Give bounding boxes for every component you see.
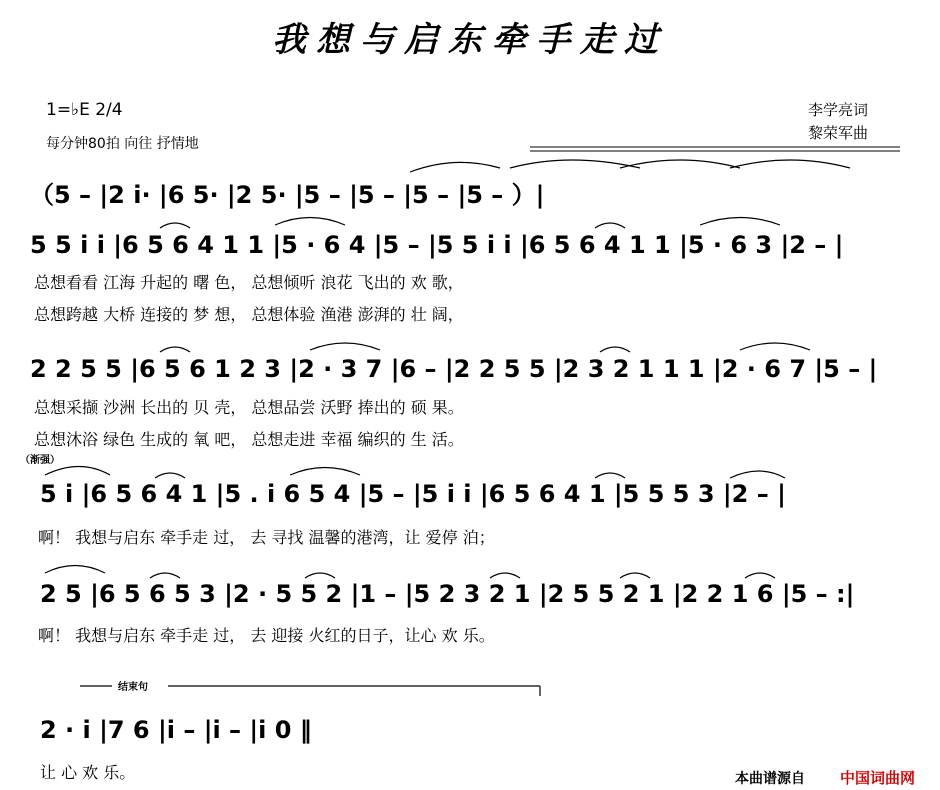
lyrics-row-2-verse-1: 总想看看 江海 升起的 曙 色， 总想倾听 浪花 飞出的 欢 歌， xyxy=(34,273,464,292)
tempo-mood: 每分钟80拍 向往 抒情地 xyxy=(46,136,199,152)
lyrics-row-2-verse-2: 总想跨越 大桥 连接的 梦 想， 总想体验 渔港 澎湃的 壮 阔， xyxy=(34,305,464,324)
slur-marks-row-5 xyxy=(45,566,775,579)
composer: 黎荣军曲 xyxy=(808,124,869,142)
notation-row-2: 5 5 i i |6 5 6 4 1 1 |5 · 6 4 |5 – |5 5 i i |6 5 6 4 1 1 |5 · 6 3 |2 – | xyxy=(30,231,844,259)
footer-site-link[interactable]: 中国词曲网 xyxy=(840,769,916,787)
notation-row-4: 5 i |6 5 6 4 1 |5 . i 6 5 4 |5 – |5 i i |6 5 6 4 1 |5 5 5 3 |2 – | xyxy=(40,480,786,508)
slur-marks-row-2 xyxy=(160,218,780,229)
lyrics-row-6: 让 心 欢 乐。 xyxy=(40,763,136,782)
dynamic-mark: （渐强） xyxy=(20,455,60,466)
notation-row-1: （5 – |2 i· |6 5· |2 5· |5 – |5 – |5 – |5 – ）| xyxy=(30,181,545,209)
notation-row-5: 2 5 |6 5 6 5 3 |2 · 5 5 2 |1 – |5 2 3 2 1 |2 5 5 2 1 |2 2 1 6 |5 – :| xyxy=(40,580,855,608)
slur-marks-row-1 xyxy=(410,160,850,172)
key-signature: 1=♭E 2/4 xyxy=(46,100,123,120)
lyricist: 李学亮词 xyxy=(808,101,869,119)
lyrics-row-3-verse-2: 总想沐浴 绿色 生成的 氧 吧， 总想走进 幸福 编织的 生 活。 xyxy=(34,430,464,449)
lyrics-row-5: 啊！ 我想与启东 牵手走 过， 去 迎接 火红的日子，让心 欢 乐。 xyxy=(38,626,495,645)
notation-row-3: 2 2 5 5 |6 5 6 1 2 3 |2 · 3 7 |6 – |2 2 5 5 |2 3 2 1 1 1 |2 · 6 7 |5 – | xyxy=(30,355,878,383)
header-rule xyxy=(530,147,900,151)
lyrics-row-4: 啊！ 我想与启东 牵手走 过， 去 寻找 温馨的港湾，让 爱停 泊； xyxy=(38,528,495,547)
end-phrase-label: 结束句 xyxy=(118,682,148,693)
notation-row-6: 2 · i |7 6 |i – |i – |i 0 ‖ xyxy=(40,716,312,744)
footer-source-text: 本曲谱源自 xyxy=(735,771,805,787)
end-phrase-bracket xyxy=(80,686,540,696)
page-title: 我想与启东牵手走过 xyxy=(272,20,668,60)
slur-marks-row-3 xyxy=(160,343,810,352)
slur-marks-row-4 xyxy=(45,467,785,479)
lyrics-row-3-verse-1: 总想采撷 沙洲 长出的 贝 壳， 总想品尝 沃野 捧出的 硕 果。 xyxy=(34,398,464,417)
